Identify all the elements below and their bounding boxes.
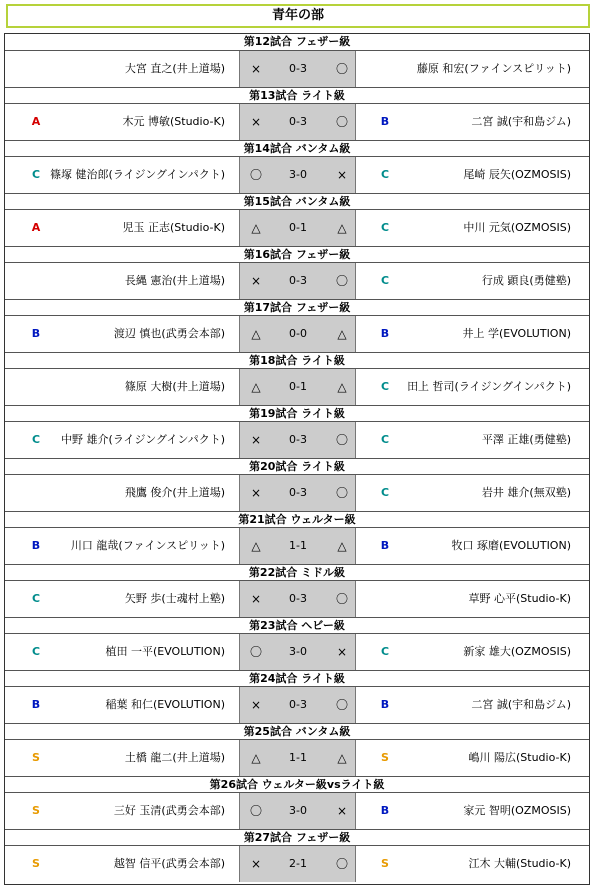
right-fighter-name: 尾崎 辰矢(OZMOSIS) [463,168,571,181]
match-score: 0-3 [289,62,307,75]
result-cell [240,475,355,511]
right-rank-badge: B [380,539,390,552]
left-fighter-cell [5,846,240,882]
right-rank-badge: B [380,115,390,128]
result-cell [240,581,355,617]
right-rank-badge: B [380,804,390,817]
result-cell [240,422,355,458]
match-header: 第19試合 ライト級 [5,405,589,422]
right-rank-badge: C [380,380,390,393]
match-header: 第21試合 ウェルター級 [5,511,589,528]
left-result-mark: × [250,486,262,500]
right-fighter-cell [355,369,589,405]
right-fighter-cell [355,263,589,299]
right-fighter-name: 牧口 琢磨(EVOLUTION) [451,539,571,552]
match-block [5,299,589,352]
left-result-mark: △ [251,221,261,235]
match-block [5,140,589,193]
match-row [5,263,589,299]
right-rank-badge: C [380,221,390,234]
right-result-mark: 〇 [335,62,348,76]
match-score: 0-1 [289,221,307,234]
right-result-mark: 〇 [335,857,348,871]
right-fighter-cell [355,157,589,193]
match-row [5,369,589,405]
right-fighter-cell [355,528,589,564]
right-fighter-name: 藤原 和宏(ファインスピリット) [416,62,571,75]
left-fighter-cell [5,210,240,246]
left-rank-badge: C [31,433,41,446]
left-result-mark: △ [251,327,261,341]
right-fighter-name: 草野 心平(Studio-K) [468,592,571,605]
left-fighter-cell [5,740,240,776]
left-fighter-cell [5,793,240,829]
match-row [5,634,589,670]
right-fighter-cell [355,846,589,882]
right-result-mark: 〇 [335,698,348,712]
left-result-mark: 〇 [249,804,262,818]
match-block [5,564,589,617]
left-rank-badge: B [31,539,41,552]
right-fighter-cell [355,104,589,140]
match-score: 3-0 [289,645,307,658]
right-fighter-cell [355,687,589,723]
left-fighter-name: 土橋 龍二(井上道場) [124,751,225,764]
right-fighter-name: 新家 雄大(OZMOSIS) [463,645,571,658]
right-fighter-name: 平澤 正雄(勇健塾) [481,433,571,446]
right-fighter-cell [355,51,589,87]
left-fighter-cell [5,422,240,458]
left-result-mark: △ [251,380,261,394]
right-result-mark: △ [337,380,347,394]
left-fighter-name: 木元 博敏(Studio-K) [122,115,225,128]
match-block [5,34,589,87]
right-fighter-cell [355,316,589,352]
right-fighter-name: 岩井 雄介(無双塾) [481,486,571,499]
left-result-mark: × [250,115,262,129]
right-fighter-cell [355,422,589,458]
right-rank-badge: C [380,274,390,287]
match-block [5,193,589,246]
left-fighter-name: 中野 雄介(ライジングインパクト) [61,433,225,446]
match-score: 0-3 [289,698,307,711]
left-result-mark: × [250,857,262,871]
right-rank-badge: S [381,751,389,764]
match-score: 0-0 [289,327,307,340]
left-fighter-cell [5,104,240,140]
match-score: 0-3 [289,274,307,287]
match-header: 第12試合 フェザー級 [5,34,589,51]
result-cell [240,369,355,405]
left-fighter-name: 稲葉 和仁(EVOLUTION) [105,698,225,711]
right-fighter-cell [355,210,589,246]
left-rank-badge: C [31,168,41,181]
right-fighter-name: 二宮 誠(宇和島ジム) [471,115,571,128]
right-result-mark: × [336,168,348,182]
right-result-mark: △ [337,221,347,235]
left-rank-badge: A [31,221,41,234]
left-fighter-cell [5,528,240,564]
right-result-mark: △ [337,539,347,553]
match-score: 0-3 [289,486,307,499]
right-fighter-name: 嶋川 陽広(Studio-K) [468,751,571,764]
right-fighter-cell [355,740,589,776]
match-header: 第26試合 ウェルター級vsライト級 [5,776,589,793]
left-fighter-name: 三好 玉清(武勇会本部) [113,804,225,817]
match-row [5,528,589,564]
right-fighter-name: 江木 大輔(Studio-K) [468,857,571,870]
match-block [5,87,589,140]
right-fighter-cell [355,475,589,511]
left-rank-badge: S [32,751,40,764]
match-row [5,793,589,829]
match-score: 0-3 [289,433,307,446]
right-result-mark: × [336,645,348,659]
result-cell [240,846,355,882]
match-block [5,617,589,670]
match-score: 1-1 [289,539,307,552]
right-fighter-cell [355,634,589,670]
match-score: 1-1 [289,751,307,764]
match-block [5,405,589,458]
right-fighter-name: 行成 顕良(勇健塾) [481,274,571,287]
left-result-mark: × [250,274,262,288]
left-fighter-cell [5,634,240,670]
match-block [5,246,589,299]
match-row [5,581,589,617]
result-cell [240,210,355,246]
left-fighter-cell [5,263,240,299]
match-row [5,157,589,193]
match-row [5,422,589,458]
match-block [5,670,589,723]
result-cell [240,51,355,87]
result-cell [240,157,355,193]
left-fighter-name: 篠原 大樹(井上道場) [124,380,225,393]
result-cell [240,793,355,829]
left-fighter-name: 長縄 憲治(井上道場) [124,274,225,287]
left-rank-badge: B [31,698,41,711]
match-header: 第24試合 ライト級 [5,670,589,687]
right-fighter-name: 中川 元気(OZMOSIS) [463,221,571,234]
result-cell [240,263,355,299]
right-rank-badge: B [380,698,390,711]
match-block [5,458,589,511]
left-result-mark: △ [251,539,261,553]
match-row [5,210,589,246]
left-rank-badge: C [31,592,41,605]
match-header: 第23試合 ヘビー級 [5,617,589,634]
result-cell [240,634,355,670]
match-header: 第25試合 バンタム級 [5,723,589,740]
match-score: 0-1 [289,380,307,393]
right-result-mark: 〇 [335,274,348,288]
left-fighter-name: 矢野 歩(士魂村上塾) [124,592,225,605]
match-header: 第13試合 ライト級 [5,87,589,104]
left-fighter-name: 植田 一平(EVOLUTION) [105,645,225,658]
right-fighter-cell [355,581,589,617]
left-result-mark: 〇 [249,168,262,182]
match-block [5,511,589,564]
match-block [5,776,589,829]
match-header: 第20試合 ライト級 [5,458,589,475]
match-header: 第27試合 フェザー級 [5,829,589,846]
result-cell [240,316,355,352]
right-fighter-name: 井上 学(EVOLUTION) [462,327,571,340]
right-result-mark: △ [337,327,347,341]
left-rank-badge: A [31,115,41,128]
left-rank-badge: S [32,857,40,870]
match-score: 2-1 [289,857,307,870]
left-fighter-cell [5,369,240,405]
right-result-mark: 〇 [335,433,348,447]
match-row [5,104,589,140]
right-result-mark: 〇 [335,592,348,606]
left-result-mark: × [250,433,262,447]
left-fighter-name: 児玉 正志(Studio-K) [122,221,225,234]
right-result-mark: 〇 [335,486,348,500]
left-fighter-cell [5,475,240,511]
match-score: 0-3 [289,592,307,605]
left-rank-badge: S [32,804,40,817]
match-block [5,352,589,405]
match-results-table [4,33,590,885]
left-result-mark: 〇 [249,645,262,659]
match-header: 第17試合 フェザー級 [5,299,589,316]
match-header: 第15試合 バンタム級 [5,193,589,210]
result-cell [240,104,355,140]
left-result-mark: × [250,592,262,606]
section-title: 青年の部 [6,4,590,28]
right-rank-badge: C [380,433,390,446]
left-fighter-name: 越智 信平(武勇会本部) [113,857,225,870]
left-fighter-cell [5,157,240,193]
right-result-mark: × [336,804,348,818]
left-fighter-name: 飛鷹 俊介(井上道場) [124,486,225,499]
match-row [5,687,589,723]
match-block [5,723,589,776]
result-cell [240,687,355,723]
right-result-mark: △ [337,751,347,765]
match-row [5,740,589,776]
right-rank-badge: S [381,857,389,870]
match-row [5,475,589,511]
match-header: 第14試合 バンタム級 [5,140,589,157]
right-fighter-name: 二宮 誠(宇和島ジム) [471,698,571,711]
left-result-mark: × [250,62,262,76]
match-score: 0-3 [289,115,307,128]
right-fighter-name: 田上 哲司(ライジングインパクト) [407,380,571,393]
match-row [5,51,589,87]
left-fighter-cell [5,316,240,352]
left-result-mark: △ [251,751,261,765]
match-row [5,846,589,882]
right-fighter-name: 家元 智明(OZMOSIS) [463,804,571,817]
left-fighter-name: 篠塚 健治郎(ライジングインパクト) [50,168,225,181]
left-fighter-name: 渡辺 慎也(武勇会本部) [113,327,225,340]
right-rank-badge: C [380,645,390,658]
left-fighter-name: 川口 龍哉(ファインスピリット) [70,539,225,552]
match-score: 3-0 [289,168,307,181]
left-fighter-cell [5,687,240,723]
result-cell [240,740,355,776]
right-result-mark: 〇 [335,115,348,129]
match-header: 第18試合 ライト級 [5,352,589,369]
left-result-mark: × [250,698,262,712]
result-cell [240,528,355,564]
right-rank-badge: C [380,168,390,181]
left-rank-badge: B [31,327,41,340]
match-score: 3-0 [289,804,307,817]
left-fighter-cell [5,51,240,87]
left-rank-badge: C [31,645,41,658]
left-fighter-name: 大宮 直之(井上道場) [124,62,225,75]
match-header: 第16試合 フェザー級 [5,246,589,263]
right-fighter-cell [355,793,589,829]
left-fighter-cell [5,581,240,617]
match-block [5,829,589,882]
right-rank-badge: C [380,486,390,499]
right-rank-badge: B [380,327,390,340]
match-header: 第22試合 ミドル級 [5,564,589,581]
match-row [5,316,589,352]
